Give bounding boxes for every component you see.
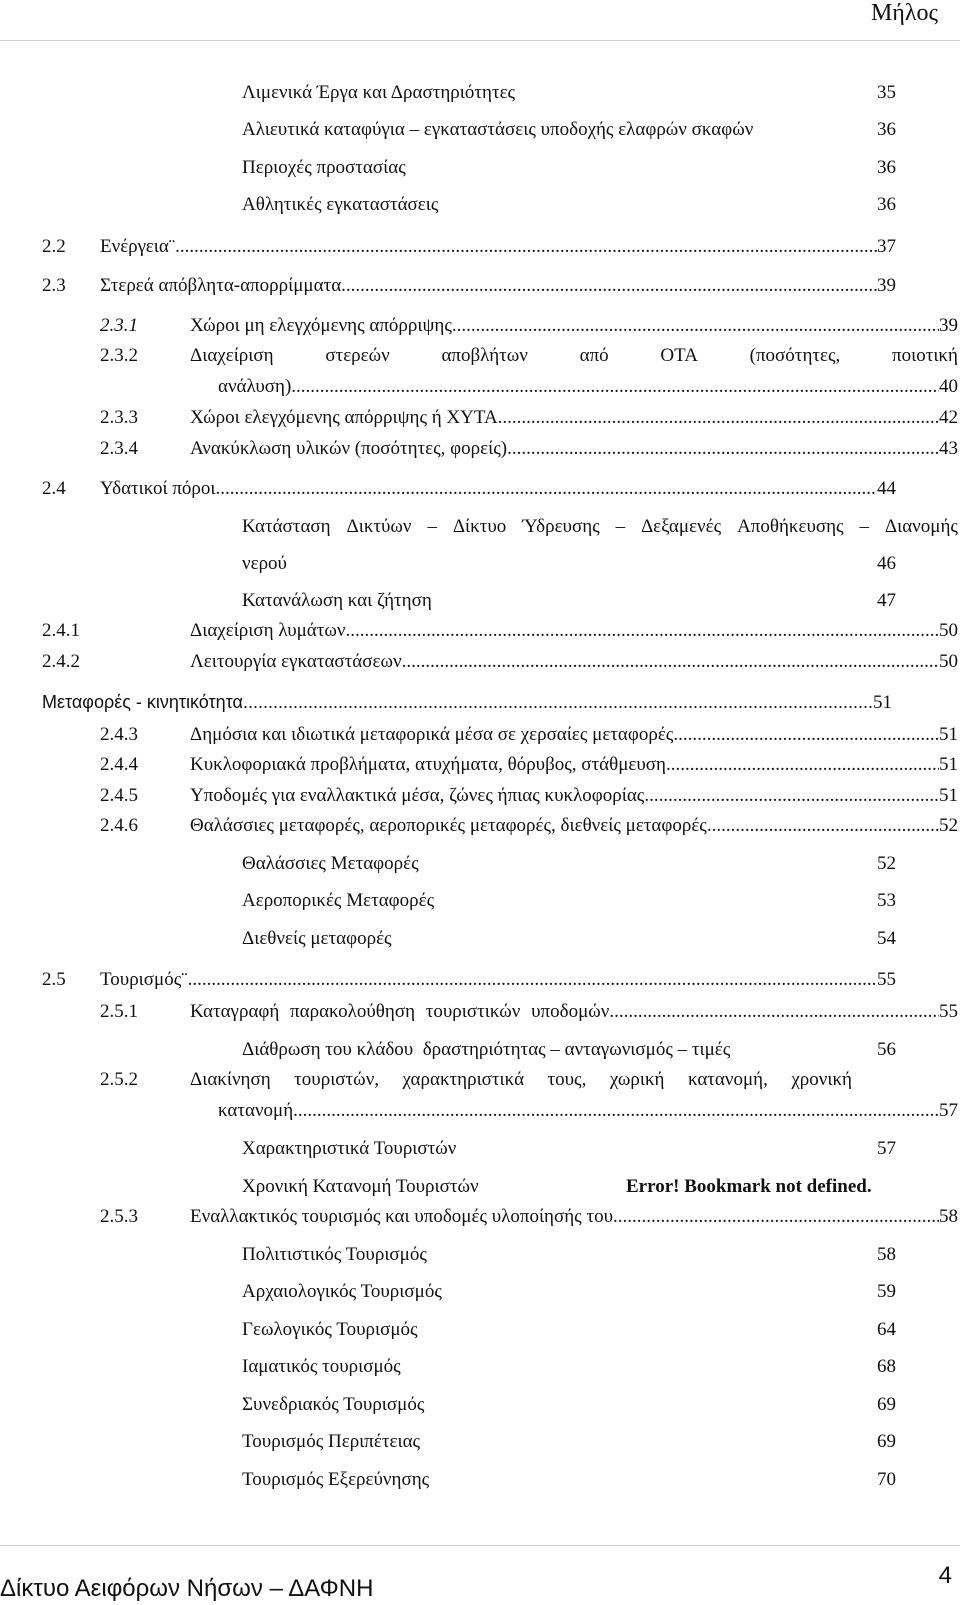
toc-entry-title: νερού xyxy=(242,553,287,574)
toc-entry[interactable] xyxy=(242,890,896,912)
toc-entry[interactable] xyxy=(242,1394,896,1416)
toc-entry-page: 39 xyxy=(939,315,958,336)
header-rule xyxy=(0,40,960,41)
footer-page-number: 4 xyxy=(938,1562,952,1589)
header-title: Μήλος xyxy=(870,0,938,26)
toc-entry-page: 46 xyxy=(877,553,896,574)
toc-leader-dots xyxy=(216,478,877,500)
toc-entry-title: Χώροι ελεγχόμενης απόρριψης ή ΧΥΤΑ xyxy=(190,407,498,428)
toc-entry[interactable] xyxy=(242,853,896,875)
toc-entry-title: κατανομή xyxy=(218,1100,294,1121)
toc-entry-page: 36 xyxy=(877,194,896,215)
toc-word: ποιοτική xyxy=(891,345,958,366)
toc-entry-title: Ανακύκλωση υλικών (ποσότητες, φορείς) xyxy=(190,438,508,459)
toc-entry-page: 40 xyxy=(939,376,958,397)
toc-entry-page: 51 xyxy=(873,692,892,713)
toc-entry[interactable] xyxy=(100,407,958,429)
toc-word: Κατάσταση xyxy=(242,516,331,537)
toc-leader-dots xyxy=(644,785,939,807)
toc-entry[interactable] xyxy=(100,724,958,746)
toc-entry-title: Χώροι μη ελεγχόμενης απόρριψης xyxy=(190,315,452,336)
toc-leader-dots xyxy=(243,692,873,714)
toc-entry[interactable] xyxy=(42,620,958,642)
toc-entry-title: Ιαματικός τουρισμός xyxy=(242,1356,401,1377)
toc-leader-dots xyxy=(345,620,939,642)
toc-word: Δεξαμενές xyxy=(640,516,722,537)
toc-word: ΟΤΑ xyxy=(660,345,698,366)
toc-entry-page: 58 xyxy=(877,1244,896,1265)
toc-entry-title: Υποδομές για εναλλακτικά μέσα, ζώνες ήπιας κυκλοφορίας xyxy=(190,785,645,806)
toc-entry-title: Χαρακτηριστικά Τουριστών xyxy=(242,1138,457,1159)
toc-leader-dots xyxy=(452,315,939,337)
toc-leader-dots xyxy=(613,1206,939,1228)
toc-entry[interactable] xyxy=(242,1469,896,1491)
toc-entry-page: 57 xyxy=(877,1138,896,1159)
toc-word: Διαχείριση xyxy=(190,345,274,366)
toc-entry-number: 2.3.2 xyxy=(100,345,138,366)
toc-entry[interactable] xyxy=(242,590,896,612)
toc-entry-title: Καταγραφή παρακολούθηση τουριστικών υποδομών xyxy=(190,1001,610,1022)
toc-entry-page: 51 xyxy=(939,785,958,806)
bookmark-error: Error! Bookmark not defined. xyxy=(626,1176,872,1197)
toc-entry[interactable] xyxy=(242,1039,896,1061)
toc-entry-title xyxy=(190,345,958,367)
toc-entry-page: 42 xyxy=(939,407,958,428)
toc-word: τουριστών, xyxy=(294,1069,380,1090)
toc-entry[interactable] xyxy=(242,1138,896,1160)
toc-word: χρονική xyxy=(791,1069,852,1090)
toc-entry-page: 57 xyxy=(939,1100,958,1121)
toc-entry-title: Κυκλοφοριακά προβλήματα, ατυχήματα, θόρυβος, στάθμευση xyxy=(190,754,666,775)
toc-entry[interactable] xyxy=(242,516,958,538)
toc-entry[interactable] xyxy=(242,82,896,104)
toc-entry-title: ανάλυση) xyxy=(218,376,292,397)
toc-entry[interactable] xyxy=(42,478,896,500)
toc-entry[interactable] xyxy=(100,754,958,776)
toc-entry-title: Αλιευτικά καταφύγια – εγκαταστάσεις υποδοχής ελαφρών σκαφών xyxy=(242,119,754,140)
toc-entry[interactable] xyxy=(242,1431,896,1453)
toc-entry-title: Μεταφορές - κινητικότητα xyxy=(42,692,243,712)
toc-entry-number: 2.4.4 xyxy=(100,754,138,775)
toc-leader-dots xyxy=(666,754,939,776)
toc-leader-dots xyxy=(707,815,939,837)
toc-entry-page: 43 xyxy=(939,438,958,459)
toc-entry-number: 2.3 xyxy=(42,275,66,296)
toc-entry-page: 52 xyxy=(877,853,896,874)
toc-entry-number: 2.4.1 xyxy=(42,620,80,641)
toc-entry-number: 2.5 xyxy=(42,969,66,990)
toc-entry-title: Διάθρωση του κλάδου δραστηριότητας – ανταγωνισμός – τιμές xyxy=(242,1039,731,1060)
toc-entry-number: 2.4.3 xyxy=(100,724,138,745)
footer-rule xyxy=(0,1545,960,1546)
toc-entry[interactable] xyxy=(100,785,958,807)
toc-entry-page: 64 xyxy=(877,1319,896,1340)
toc-entry-title: Κατανάλωση και ζήτηση xyxy=(242,590,432,611)
toc-word: τους, xyxy=(547,1069,587,1090)
toc-entry-title: Πολιτιστικός Τουρισμός xyxy=(242,1244,427,1265)
toc-entry[interactable] xyxy=(42,969,896,991)
toc-entry-continuation[interactable] xyxy=(218,376,958,398)
toc-entry-title: Γεωλογικός Τουρισμός xyxy=(242,1319,418,1340)
toc-entry-page: 54 xyxy=(877,928,896,949)
toc-entry-page: 69 xyxy=(877,1431,896,1452)
toc-word: – xyxy=(427,516,437,537)
toc-entry-page: 53 xyxy=(877,890,896,911)
toc-entry-page: 37 xyxy=(877,236,896,257)
toc-entry-continuation[interactable] xyxy=(218,1100,958,1122)
toc-entry-title: Αεροπορικές Μεταφορές xyxy=(242,890,435,911)
toc-entry[interactable] xyxy=(242,1281,896,1303)
toc-entry-page: 51 xyxy=(939,724,958,745)
toc-entry-title: Θαλάσσιες μεταφορές, αεροπορικές μεταφορές, διεθνείς μεταφορές xyxy=(190,815,707,836)
toc-word: Ύδρευσης xyxy=(522,516,600,537)
toc-entry-title: Στερεά απόβλητα-απορρίμματα xyxy=(100,275,342,296)
toc-entry-page: 36 xyxy=(877,119,896,140)
toc-entry[interactable] xyxy=(242,1356,896,1378)
toc-entry-number: 2.4.2 xyxy=(42,651,80,672)
toc-entry-title: Τουρισμός¨ xyxy=(100,969,188,990)
toc-leader-dots xyxy=(293,1100,939,1122)
toc-entry-title xyxy=(190,1069,852,1091)
toc-entry-page: 50 xyxy=(939,651,958,672)
toc-leader-dots xyxy=(341,275,877,297)
toc-entry-page: 50 xyxy=(939,620,958,641)
toc-entry-page: 55 xyxy=(877,969,896,990)
toc-entry[interactable] xyxy=(242,194,896,216)
toc-entry-page: 59 xyxy=(877,1281,896,1302)
toc-leader-dots xyxy=(188,969,877,991)
toc-leader-dots xyxy=(609,1001,939,1023)
toc-entry-page: 51 xyxy=(939,754,958,775)
toc-entry[interactable] xyxy=(242,157,896,179)
toc-entry[interactable] xyxy=(42,236,896,258)
toc-entry-title: Θαλάσσιες Μεταφορές xyxy=(242,853,419,874)
toc-entry-page: 36 xyxy=(877,157,896,178)
toc-entry-number: 2.5.2 xyxy=(100,1069,138,1090)
toc-leader-dots xyxy=(507,438,939,460)
toc-entry-page: 35 xyxy=(877,82,896,103)
toc-entry-page: 52 xyxy=(939,815,958,836)
toc-entry[interactable] xyxy=(100,815,958,837)
toc-entry-page: 44 xyxy=(877,478,896,499)
toc-entry-title: Υδατικοί πόροι xyxy=(100,478,216,499)
toc-word: αποβλήτων xyxy=(441,345,528,366)
toc-leader-dots xyxy=(402,651,939,673)
toc-word: Δίκτυο xyxy=(452,516,507,537)
toc-entry[interactable] xyxy=(242,1244,896,1266)
toc-leader-dots xyxy=(498,407,939,429)
toc-entry-page: 55 xyxy=(939,1001,958,1022)
toc-leader-dots xyxy=(673,724,939,746)
toc-entry[interactable] xyxy=(100,1069,852,1091)
toc-entry-title: Αθλητικές εγκαταστάσεις xyxy=(242,194,439,215)
toc-entry-title: Δημόσια και ιδιωτικά μεταφορικά μέσα σε χερσαίες μεταφορές xyxy=(190,724,674,745)
toc-entry-number: 2.3.1 xyxy=(100,315,138,336)
toc-entry-page: 68 xyxy=(877,1356,896,1377)
toc-entry-page: 39 xyxy=(877,275,896,296)
toc-entry-number: 2.5.1 xyxy=(100,1001,138,1022)
toc-entry-number: 2.3.3 xyxy=(100,407,138,428)
footer-title: Δίκτυο Αειφόρων Νήσων – ΔΑΦΝΗ xyxy=(0,1575,374,1602)
toc-entry-title: Τουρισμός Περιπέτειας xyxy=(242,1431,421,1452)
toc-entry-title: Τουρισμός Εξερεύνησης xyxy=(242,1469,430,1490)
toc-word: – xyxy=(859,516,869,537)
toc-word: Δικτύων xyxy=(346,516,412,537)
toc-entry[interactable] xyxy=(100,438,958,460)
toc-entry-title: Συνεδριακός Τουρισμός xyxy=(242,1394,425,1415)
toc-entry-number: 2.4 xyxy=(42,478,66,499)
toc-entry-page: 70 xyxy=(877,1469,896,1490)
toc-entry-title[interactable]: Χρονική Κατανομή Τουριστών xyxy=(242,1176,479,1197)
toc-word: Αποθήκευσης xyxy=(737,516,844,537)
toc-entry[interactable] xyxy=(42,275,896,297)
toc-word: χαρακτηριστικά xyxy=(402,1069,525,1090)
toc-word: Διακίνηση xyxy=(190,1069,271,1090)
toc-entry-title: Αρχαιολογικός Τουρισμός xyxy=(242,1281,442,1302)
toc-entry-page: 47 xyxy=(877,590,896,611)
toc-word: – xyxy=(615,516,626,537)
toc-entry-number: 2.4.5 xyxy=(100,785,138,806)
toc-word: (ποσότητες, xyxy=(749,345,841,366)
toc-entry[interactable] xyxy=(242,1319,896,1341)
toc-entry-number: 2.2 xyxy=(42,236,66,257)
toc-entry[interactable] xyxy=(242,928,896,950)
toc-entry-title: Περιοχές προστασίας xyxy=(242,157,406,178)
toc-entry-number: 2.5.3 xyxy=(100,1206,138,1227)
toc-entry[interactable] xyxy=(42,692,892,714)
toc-entry-continuation[interactable] xyxy=(242,553,896,575)
toc-leader-dots xyxy=(175,236,877,258)
toc-entry[interactable] xyxy=(100,1001,958,1023)
toc-word: Διανομής xyxy=(884,516,958,537)
toc-entry-number: 2.4.6 xyxy=(100,815,138,836)
toc-word: από xyxy=(579,345,609,366)
toc-entry-title: Εναλλακτικός τουρισμός και υποδομές υλοποίησής του xyxy=(190,1206,613,1227)
toc-word: στερεών xyxy=(325,345,390,366)
toc-entry-title: Λιμενικά Έργα και Δραστηριότητες xyxy=(242,82,516,103)
toc-entry-title: Ενέργεια¨ xyxy=(100,236,176,257)
toc-entry-page: 56 xyxy=(877,1039,896,1060)
toc-entry[interactable] xyxy=(100,1206,958,1228)
toc-leader-dots xyxy=(291,376,939,398)
toc-entry-page: 58 xyxy=(939,1206,958,1227)
toc-entry-number: 2.3.4 xyxy=(100,438,138,459)
toc-word: κατανομή, xyxy=(687,1069,768,1090)
toc-entry-title: Διαχείριση λυμάτων xyxy=(190,620,346,641)
toc-entry[interactable] xyxy=(100,345,958,367)
toc-entry-title: Λειτουργία εγκαταστάσεων xyxy=(190,651,402,672)
toc-entry[interactable] xyxy=(100,315,958,337)
toc-entry-page: 69 xyxy=(877,1394,896,1415)
toc-word: χωρική xyxy=(609,1069,665,1090)
toc-entry-title: Διεθνείς μεταφορές xyxy=(242,928,392,949)
toc-entry[interactable] xyxy=(42,651,958,673)
toc-entry[interactable] xyxy=(242,119,896,141)
